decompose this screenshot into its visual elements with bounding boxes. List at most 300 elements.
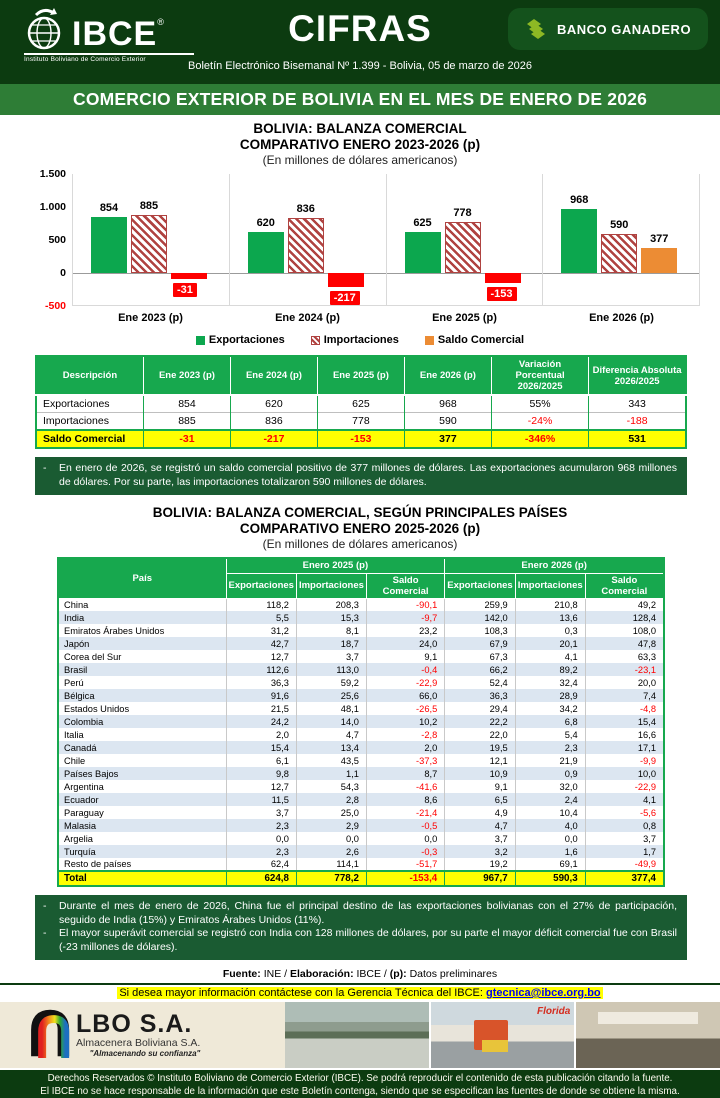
chart-plot (72, 174, 700, 306)
chart-bar (405, 232, 441, 273)
country-cell: 118,2 (226, 598, 296, 611)
country-cell: 5,5 (226, 611, 296, 624)
country-cell: 113,0 (296, 663, 366, 676)
footer-line1: Derechos Reservados © Instituto Boliviano de Comercio Exterior (IBCE). Se podrá reproducir el contenido de esta publicación citando la fuente. (47, 1073, 673, 1084)
table-cell: Saldo Comercial (36, 430, 143, 448)
country-cell: -41,6 (366, 780, 444, 793)
column-header: Ene 2025 (p) (317, 356, 404, 395)
chart-data-label: 854 (99, 202, 119, 214)
country-row (58, 793, 664, 806)
table-cell: -346% (491, 430, 588, 448)
footer-line2: El IBCE no se hace responsable de la información que este Boletín contenga, siendo que se especifican las fuentes de donde se obtiene la misma. (40, 1086, 680, 1097)
country-cell: 108,0 (585, 624, 664, 637)
country-cell: 15,3 (296, 611, 366, 624)
country-cell: 4,7 (296, 728, 366, 741)
chart-negative-label: -153 (487, 287, 517, 301)
banco-ganadero-logo (508, 8, 708, 50)
table-cell: 885 (143, 413, 230, 431)
country-cell: 10,0 (585, 767, 664, 780)
country-cell: 29,4 (445, 702, 515, 715)
chart-data-label: 836 (296, 203, 315, 215)
preliminary-value: Datos preliminares (406, 968, 498, 980)
country-cell: 8,6 (366, 793, 444, 806)
country-cell: 12,7 (226, 650, 296, 663)
chart-bar (91, 217, 127, 273)
table-cell: -153 (317, 430, 404, 448)
copyright-footer (0, 1070, 720, 1098)
country-cell: 3,7 (445, 832, 515, 845)
country-cell: -37,3 (366, 754, 444, 767)
albo-company: Almacenera Boliviana S.A. (76, 1036, 201, 1049)
country-cell: 19,2 (445, 858, 515, 871)
country-cell: 34,2 (515, 702, 585, 715)
note-item (43, 927, 677, 954)
country-cell: 6,1 (226, 754, 296, 767)
country-row (58, 819, 664, 832)
country-cell: Resto de países (64, 859, 132, 869)
table-cell: Importaciones (36, 413, 143, 431)
country-cell: Argentina (64, 781, 104, 792)
country-cell: 14,0 (296, 715, 366, 728)
country-cell: 13,6 (515, 611, 585, 624)
country-cell: -2,8 (366, 728, 444, 741)
country-cell: 9,1 (445, 780, 515, 793)
sub-column-header: Exportaciones (226, 573, 296, 598)
country-cell: 2,3 (226, 819, 296, 832)
country-cell: 17,1 (585, 741, 664, 754)
country-cell: -5,6 (585, 806, 664, 819)
preliminary-label: (p): (389, 968, 407, 980)
y-tick-label: 1.500 (39, 168, 66, 180)
chart-group (73, 174, 230, 306)
chart-data-label: 968 (570, 194, 589, 206)
chart-data-label: 590 (610, 219, 629, 231)
country-cell: 4,1 (515, 650, 585, 663)
country-cell: 24,2 (226, 715, 296, 728)
chart-group (230, 174, 387, 306)
country-cell: 42,7 (226, 637, 296, 650)
country-cell: 210,8 (515, 598, 585, 611)
total-cell: 624,8 (226, 871, 296, 886)
country-cell: 2,4 (515, 793, 585, 806)
countries-note (35, 895, 687, 960)
country-row (58, 754, 664, 767)
chart-bar (561, 209, 597, 273)
country-cell: 69,1 (515, 858, 585, 871)
sub-column-header: Saldo Comercial (366, 573, 444, 598)
legend-swatch-icon (196, 336, 205, 345)
table-cell: Exportaciones (36, 395, 143, 413)
country-cell: 18,7 (296, 637, 366, 650)
country-cell: 63,3 (585, 650, 664, 663)
country-cell: -9,7 (366, 611, 444, 624)
table-cell: 55% (491, 395, 588, 413)
period-2026-header: Enero 2026 (p) (445, 558, 664, 573)
country-cell: 4,7 (445, 819, 515, 832)
country-cell: -0,5 (366, 819, 444, 832)
country-cell: 2,8 (296, 793, 366, 806)
country-cell: 4,1 (585, 793, 664, 806)
albo-rainbow-a-icon (28, 1009, 74, 1061)
country-row (58, 728, 664, 741)
country-cell: 0,0 (366, 832, 444, 845)
chart-bar (445, 222, 481, 273)
chart-subtitle: (En millones de dólares americanos) (262, 153, 458, 167)
country-cell: 48,1 (296, 702, 366, 715)
x-axis-label: Ene 2026 (p) (589, 312, 654, 324)
ibce-logo-text: IBCE (72, 15, 158, 53)
chart-x-axis (72, 312, 700, 324)
country-cell: 4,0 (515, 819, 585, 832)
note-text: El mayor superávit comercial se registró con India con 128 millones de dólares, por su parte el mayor déficit comercial fue con Brasil (-23 millones de dólares). (59, 927, 677, 953)
table-cell: 836 (230, 413, 317, 431)
total-cell: 377,4 (585, 871, 664, 886)
country-cell: 3,7 (585, 832, 664, 845)
contact-text: Si desea mayor información contáctese con la Gerencia Técnica del IBCE: (119, 987, 486, 999)
table-cell: 377 (404, 430, 491, 448)
forklift-photo (429, 1002, 575, 1068)
table-cell: 590 (404, 413, 491, 431)
country-cell: 52,4 (445, 676, 515, 689)
chart-legend (0, 334, 720, 346)
photo-label: Florida (537, 1006, 571, 1017)
chart-data-label: 620 (256, 217, 275, 229)
country-cell: 22,0 (445, 728, 515, 741)
country-row (58, 832, 664, 845)
contact-email-link[interactable]: gtecnica@ibce.org.bo (486, 987, 601, 999)
country-cell: 0,0 (515, 832, 585, 845)
country-cell: 208,3 (296, 598, 366, 611)
country-cell: -4,8 (585, 702, 664, 715)
table-cell: 778 (317, 413, 404, 431)
country-cell: 2,3 (515, 741, 585, 754)
page-title: CIFRAS (288, 8, 432, 49)
country-cell: -22,9 (366, 676, 444, 689)
country-row (58, 741, 664, 754)
country-cell: 12,1 (445, 754, 515, 767)
chart-negative-label: -217 (330, 291, 360, 305)
country-cell: Japón (58, 637, 226, 650)
country-cell: 62,4 (226, 858, 296, 871)
country-cell: 25,6 (296, 689, 366, 702)
country-cell: -90,1 (366, 598, 444, 611)
country-cell: 49,2 (585, 598, 664, 611)
chart-data-label: 377 (650, 233, 669, 245)
country-row (58, 676, 664, 689)
chart-bar (248, 232, 284, 273)
total-cell: -153,4 (366, 871, 444, 886)
ibce-logo-subtitle: Instituto Boliviano de Comercio Exterior (24, 53, 194, 63)
country-cell: 20,0 (585, 676, 664, 689)
country-cell: 108,3 (445, 624, 515, 637)
x-axis-label: Ene 2025 (p) (432, 312, 497, 324)
country-cell: 31,2 (226, 624, 296, 637)
country-cell: 0,0 (226, 832, 296, 845)
country-cell: 112,6 (226, 663, 296, 676)
countries-table-header (58, 558, 664, 598)
chart-negative-label: -31 (173, 283, 197, 297)
country-row (58, 806, 664, 819)
y-tick-label: 1.000 (39, 201, 66, 213)
country-row (58, 598, 664, 611)
country-cell: -0,3 (366, 845, 444, 858)
country-cell: 25,0 (296, 806, 366, 819)
table-cell: 620 (230, 395, 317, 413)
country-row (58, 624, 664, 637)
banco-ganadero-label: BANCO GANADERO (556, 21, 692, 37)
y-tick-label: 0 (60, 267, 66, 279)
legend-item (425, 334, 524, 346)
x-axis-label: Ene 2024 (p) (275, 312, 340, 324)
countries-title-line2: COMPARATIVO ENERO 2025-2026 (p) (239, 521, 481, 536)
country-cell: 3,2 (445, 845, 515, 858)
forklift-shape (474, 1020, 508, 1050)
table-cell: 854 (143, 395, 230, 413)
country-cell: 1,7 (585, 845, 664, 858)
summary-note-text: En enero de 2026, se registró un saldo comercial positivo de 377 millones de dólares. Las exportaciones acumularon 968 millones de dólares. Por su parte, las importaciones totalizaron 590 millones de dólares. (59, 462, 677, 488)
total-cell: 967,7 (445, 871, 515, 886)
country-cell: 43,5 (296, 754, 366, 767)
country-cell: 89,2 (515, 663, 585, 676)
bullet-dash: - (43, 900, 47, 912)
sub-column-header: Importaciones (515, 573, 585, 598)
countries-subtitle: (En millones de dólares americanos) (262, 537, 458, 551)
column-header: Diferencia Absoluta 2026/2025 (589, 356, 686, 395)
column-header: Variación Porcentual 2026/2025 (491, 356, 588, 395)
country-cell: 36,3 (445, 689, 515, 702)
y-tick-label: -500 (44, 300, 66, 312)
country-cell: -51,7 (366, 858, 444, 871)
elaboration-label: Elaboración: (289, 968, 354, 980)
country-cell: 54,3 (296, 780, 366, 793)
albo-slogan: "Almacenando su confianza" (89, 1049, 201, 1059)
country-cell: 67,9 (445, 637, 515, 650)
country-cell: -0,4 (366, 663, 444, 676)
country-cell: 3,7 (296, 650, 366, 663)
table-row (36, 430, 686, 448)
country-cell: 2,0 (226, 728, 296, 741)
country-cell: Colombia (58, 715, 226, 728)
country-cell: Canadá (58, 741, 226, 754)
country-cell: 2,3 (226, 845, 296, 858)
albo-brand: LBO S.A. (76, 1009, 193, 1038)
chart-group (543, 174, 700, 306)
table-cell: -31 (143, 430, 230, 448)
note-item (43, 900, 677, 927)
country-cell: 28,9 (515, 689, 585, 702)
chart-title-line2: COMPARATIVO ENERO 2023-2026 (p) (239, 137, 481, 152)
country-cell: 6,8 (515, 715, 585, 728)
bullet-dash: - (43, 927, 47, 939)
chart-bar (131, 215, 167, 273)
countries-section (0, 495, 720, 552)
country-cell: 9,1 (366, 650, 444, 663)
country-cell: India (58, 611, 226, 624)
country-cell: 11,5 (226, 793, 296, 806)
country-cell: 66,0 (366, 689, 444, 702)
column-header: Descripción (36, 356, 143, 395)
total-cell: 778,2 (296, 871, 366, 886)
country-cell: Turquía (58, 845, 226, 858)
country-cell: 23,2 (366, 624, 444, 637)
summary-table-header (36, 356, 686, 395)
x-axis-label: Ene 2023 (p) (118, 312, 183, 324)
country-cell: 2,0 (366, 741, 444, 754)
country-cell: 7,4 (585, 689, 664, 702)
country-cell: Emiratos Árabes Unidos (64, 625, 165, 636)
country-cell: -23,1 (585, 663, 664, 676)
countries-table (57, 557, 665, 887)
country-cell: Italia (64, 729, 84, 740)
warehouse-photo (574, 1002, 720, 1068)
country-cell: 32,0 (515, 780, 585, 793)
source-value: INE / (260, 968, 290, 980)
country-cell: 0,8 (585, 819, 664, 832)
legend-item (196, 334, 285, 346)
country-row (58, 611, 664, 624)
country-cell: 91,6 (226, 689, 296, 702)
country-row (58, 767, 664, 780)
country-cell: 21,9 (515, 754, 585, 767)
country-cell: Bélgica (58, 689, 226, 702)
y-tick-label: 500 (48, 234, 66, 246)
country-cell: -49,9 (585, 858, 664, 871)
country-cell: 21,5 (226, 702, 296, 715)
country-cell: 19,5 (445, 741, 515, 754)
albo-advertisement (0, 1002, 720, 1068)
divider (0, 983, 720, 985)
country-cell: 0,3 (515, 624, 585, 637)
table-cell: -24% (491, 413, 588, 431)
country-cell: 47,8 (585, 637, 664, 650)
header (0, 0, 720, 84)
country-cell: 9,8 (226, 767, 296, 780)
table-cell: 625 (317, 395, 404, 413)
legend-item (311, 334, 399, 346)
table-cell: 343 (589, 395, 686, 413)
country-cell: 24,0 (366, 637, 444, 650)
legend-label: Exportaciones (208, 334, 285, 346)
country-cell: Chile (64, 755, 86, 766)
legend-label: Importaciones (323, 334, 399, 346)
country-cell: 259,9 (445, 598, 515, 611)
country-cell: Corea del Sur (64, 651, 122, 662)
country-cell: 8,7 (366, 767, 444, 780)
country-cell: Estados Unidos (64, 703, 130, 714)
country-row (58, 702, 664, 715)
column-header: Ene 2026 (p) (404, 356, 491, 395)
country-cell: 59,2 (296, 676, 366, 689)
source-line (0, 968, 720, 980)
chart-data-label: 625 (413, 217, 432, 229)
country-cell: 0,9 (515, 767, 585, 780)
country-cell: 32,4 (515, 676, 585, 689)
country-cell: 36,3 (226, 676, 296, 689)
country-row (58, 650, 664, 663)
albo-photos (285, 1002, 720, 1068)
country-cell: 66,2 (445, 663, 515, 676)
country-cell: -9,9 (585, 754, 664, 767)
country-cell: 15,4 (226, 741, 296, 754)
note-text: Durante el mes de enero de 2026, China fue el principal destino de las exportaciones bolivianas con el 27% de participación, seguido de India (15%) y Emiratos Árabes Unidos (11%). (59, 900, 677, 926)
albo-logo (0, 1002, 285, 1068)
country-cell: Argelia (64, 833, 93, 844)
country-row (58, 689, 664, 702)
country-cell: 13,4 (296, 741, 366, 754)
country-cell: 2,6 (296, 845, 366, 858)
chart-bar (171, 273, 207, 279)
country-row (58, 845, 664, 858)
summary-note (35, 457, 687, 495)
bulletin-info: Boletín Electrónico Bisemanal Nº 1.399 - Bolivia, 05 de marzo de 2026 (188, 60, 532, 72)
table-cell: -188 (589, 413, 686, 431)
country-cell: 3,7 (226, 806, 296, 819)
country-cell: Ecuador (58, 793, 226, 806)
legend-label: Saldo Comercial (437, 334, 525, 346)
banco-ganadero-icon (525, 19, 549, 39)
country-cell: 15,4 (585, 715, 664, 728)
country-cell: Paraguay (64, 807, 104, 818)
country-cell: China (64, 599, 89, 610)
country-cell: 10,9 (445, 767, 515, 780)
legend-swatch-icon (311, 336, 320, 345)
summary-table (35, 355, 687, 449)
country-cell: 128,4 (585, 611, 664, 624)
country-cell: 114,1 (296, 858, 366, 871)
contact-line (0, 987, 720, 999)
chart-y-axis (28, 168, 72, 312)
country-cell: 2,9 (296, 819, 366, 832)
sub-column-header: Saldo Comercial (585, 573, 664, 598)
main-headline: COMERCIO EXTERIOR DE BOLIVIA EN EL MES DE ENERO DE 2026 (0, 84, 720, 115)
column-header: Ene 2023 (p) (143, 356, 230, 395)
table-cell: 531 (589, 430, 686, 448)
country-row (58, 715, 664, 728)
registered-mark: ® (157, 17, 164, 27)
total-cell: Total (58, 871, 226, 886)
country-cell: Malasia (58, 819, 226, 832)
country-row (58, 858, 664, 871)
country-cell: -26,5 (366, 702, 444, 715)
country-cell: 1,1 (296, 767, 366, 780)
chart-bar (328, 273, 364, 287)
country-cell: 8,1 (296, 624, 366, 637)
sub-column-header: Exportaciones (445, 573, 515, 598)
country-row (58, 663, 664, 676)
elaboration-value: IBCE / (353, 968, 390, 980)
country-cell: 142,0 (445, 611, 515, 624)
country-row (58, 637, 664, 650)
country-cell: 1,6 (515, 845, 585, 858)
country-cell: Perú (64, 677, 84, 688)
country-cell: 5,4 (515, 728, 585, 741)
country-cell: Países Bajos (58, 767, 226, 780)
country-cell: 10,2 (366, 715, 444, 728)
country-cell: 10,4 (515, 806, 585, 819)
country-column-header: País (58, 558, 226, 598)
chart-bar (485, 273, 521, 283)
chart-bar (641, 248, 677, 273)
column-header: Ene 2024 (p) (230, 356, 317, 395)
country-cell: 67,3 (445, 650, 515, 663)
table-row (36, 395, 686, 413)
legend-swatch-icon (425, 336, 434, 345)
country-cell: 6,5 (445, 793, 515, 806)
total-row (58, 871, 664, 886)
source-label: Fuente: (222, 968, 261, 980)
country-cell: 22,2 (445, 715, 515, 728)
period-2025-header: Enero 2025 (p) (226, 558, 445, 573)
